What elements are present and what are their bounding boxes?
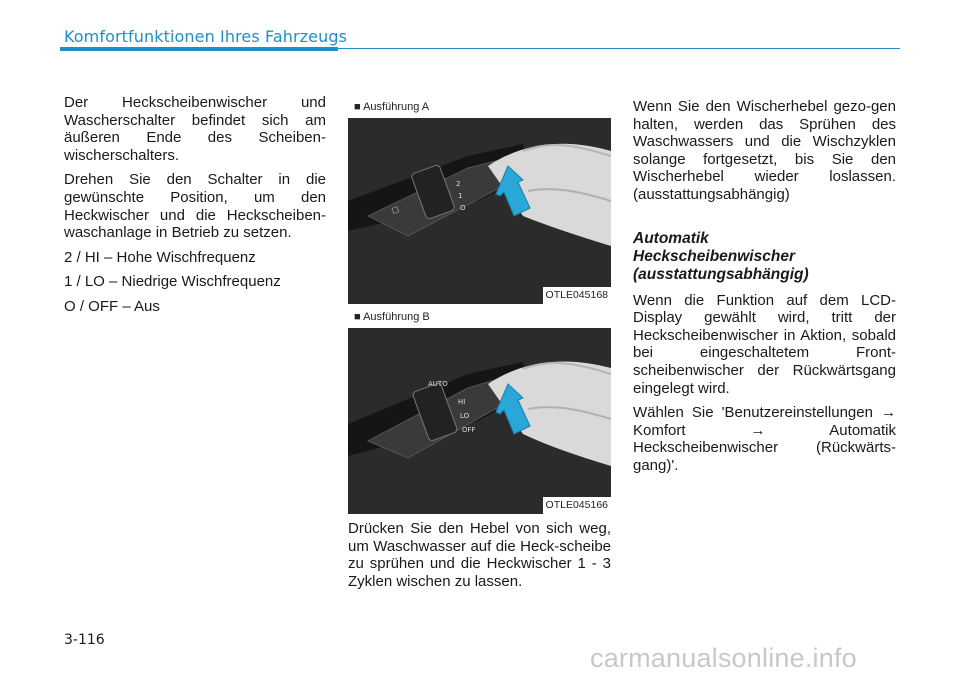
figure-code: OTLE045168 [543,287,611,304]
figure-version-a [348,96,611,304]
section-title: Komfortfunktionen Ihres Fahrzeugs [64,27,348,46]
text-column-right [633,98,896,482]
subheading [633,230,896,284]
paragraph: O / OFF – Aus [64,297,160,315]
figure-version-b [348,306,611,514]
header-rule [338,48,900,49]
paragraph: Der Heckscheibenwischer und Wascherschalter befindet sich am äußeren Ende des Scheiben-wischerschalters. [64,94,326,164]
header-accent-bar [60,47,338,51]
watermark: carmanualsonline.info [590,643,857,673]
paragraph: Wenn Sie den Wischerhebel gezo-gen halten, werden das Sprühen des Waschwassers und die Wischzyklen solange fortgesetzt, bis Sie den Wischerhebel wieder loslassen. (ausstattungsabhängig) [633,98,896,203]
paragraph: 1 / LO – Niedrige Wischfrequenz [64,273,281,291]
svg-text:☐: ☐ [390,204,401,216]
paragraph: 2 / HI – Hohe Wischfrequenz [64,248,256,266]
figure-code: OTLE045166 [543,497,611,514]
svg-text:LO: LO [460,412,470,420]
figure-label: ■ Ausführung B [348,306,611,328]
subheading-line: (ausstattungsabhängig) [633,265,809,283]
wiper-lever-illustration-a [348,96,611,304]
wiper-lever-illustration-b [348,306,611,514]
svg-text:1: 1 [458,192,463,200]
subheading-line: Automatik [633,229,709,247]
auto-label: AUTO [428,380,448,388]
paragraph: Wählen Sie 'Benutzereinstellungen → Komfort → Automatik Heckscheibenwischer (Rückwärts-gang)'. [633,404,896,474]
subheading-line: Heckscheibenwischer [633,247,795,265]
svg-text:O: O [460,204,466,212]
paragraph: Wenn die Funktion auf dem LCD-Display gewählt wird, tritt der Heckscheibenwischer in Aktion, sobald bei eingeschaltetem Front-scheibenwischer der Rückwärtsgang eingelegt wird. [633,291,896,397]
svg-text:2: 2 [456,180,461,188]
paragraph: Drehen Sie den Schalter in die gewünschte Position, um den Heckwischer und die Heckscheiben-waschanlage in Betrieb zu setzen. [64,171,326,242]
text-column-left [64,94,326,323]
svg-text:OFF: OFF [462,426,476,434]
svg-text:HI: HI [458,398,466,406]
figure-label: ■ Ausführung A [348,96,611,118]
page-number: 3-116 [64,632,105,648]
text-column-middle [348,520,611,597]
paragraph: Drücken Sie den Hebel von sich weg, um Waschwasser auf die Heck-scheibe zu sprühen und die Heckwischer 1 - 3 Zyklen wischen zu lassen. [348,520,611,590]
